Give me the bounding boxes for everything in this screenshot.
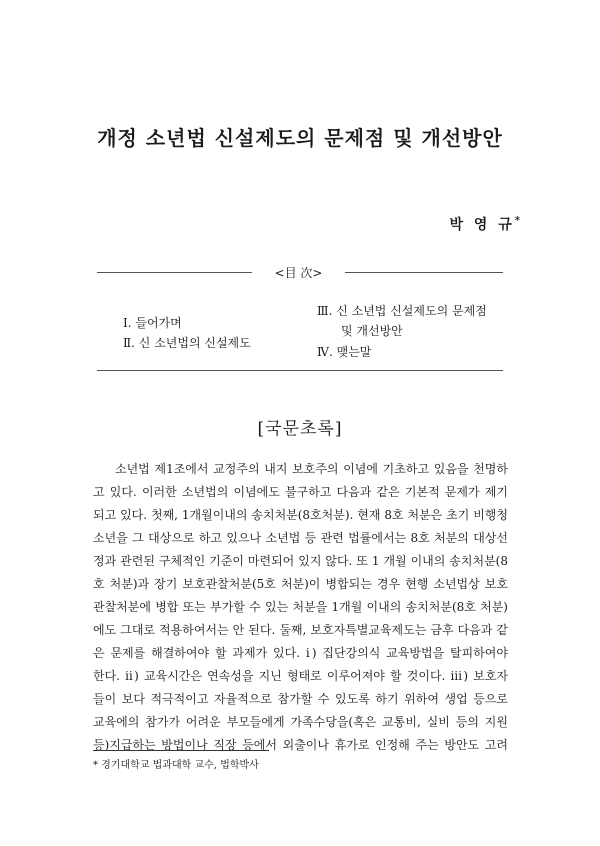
toc-top-rule-left: [97, 272, 252, 273]
abstract-line: 소년을 그 대상으로 하고 있으나 소년법 등 관련 법률에서는 8호 처분의 대상선: [93, 531, 508, 545]
toc-item-3: Ⅲ. 신 소년법 신설제도의 문제점: [317, 304, 487, 318]
abstract-line: 고 있다. 이러한 소년법의 이념에도 불구하고 다음과 같은 기본적 문제가 제기: [93, 485, 508, 499]
paper-title: 개정 소년법 신설제도의 문제점 및 개선방안: [97, 126, 503, 150]
abstract-line: 은 문제를 해결하여야 할 과제가 있다. ⅰ) 집단강의식 교육방법을 탈피하여야: [93, 646, 508, 660]
abstract-line: 되고 있다. 첫째, 1개월이내의 송치처분(8호처분). 현재 8호 처분은 초기 비행청: [93, 508, 508, 522]
abstract-line: 소년법 제1조에서 교정주의 내지 보호주의 이념에 기초하고 있음을 천명하: [115, 462, 508, 476]
toc-top-rule-right: [345, 272, 503, 273]
abstract-line: 관찰처분에 병합 또는 부가할 수 있는 처분을 1개월 이내의 송치처분(8호 처분): [93, 600, 508, 614]
author-footnote-mark: *: [514, 215, 520, 227]
abstract-line: 호 처분)과 장기 보호관찰처분(5호 처분)이 병합되는 경우 현행 소년법상 보호: [93, 577, 508, 591]
abstract-line: 교육에의 참가가 어려운 부모들에게 가족수당을(혹은 교통비, 실비 등의 지원: [93, 715, 508, 729]
author-name-text: 박 영 규: [449, 217, 515, 233]
toc-item-3-cont: 및 개선방안: [341, 324, 403, 338]
toc-item-4: Ⅳ. 맺는말: [317, 345, 372, 359]
footnote: * 경기대학교 법과대학 교수, 법학박사: [93, 760, 259, 771]
abstract-line: 에도 그대로 적용하여서는 안 된다. 둘째, 보호자특별교육제도는 금후 다음과 같: [93, 623, 508, 637]
abstract-line: 등)지급하는 방법이나 직장 등에서 외출이나 휴가로 인정해 주는 방안도 고려: [93, 738, 508, 752]
author-name: [420, 214, 520, 234]
abstract-line: 정과 관련된 구체적인 기준이 마련되어 있지 않다. 또 1 개월 이내의 송치처분(8: [93, 554, 508, 568]
toc-title: <目 次>: [274, 266, 323, 280]
abstract-body: [93, 458, 508, 757]
table-of-contents: [97, 266, 503, 371]
toc-item-1: Ⅰ. 들어가며: [123, 316, 182, 330]
abstract-line: 들이 보다 적극적이고 자율적으로 참가할 수 있도록 하기 위하여 생업 등으로: [93, 692, 508, 706]
abstract-line: 한다. ⅱ) 교육시간은 연속성을 지닌 형태로 이루어져야 할 것이다. ⅲ) 보호자: [93, 669, 508, 683]
toc-item-2: Ⅱ. 신 소년법의 신설제도: [123, 336, 251, 350]
footnote-separator: [93, 750, 269, 751]
abstract-heading: [국문초록]: [257, 419, 343, 439]
